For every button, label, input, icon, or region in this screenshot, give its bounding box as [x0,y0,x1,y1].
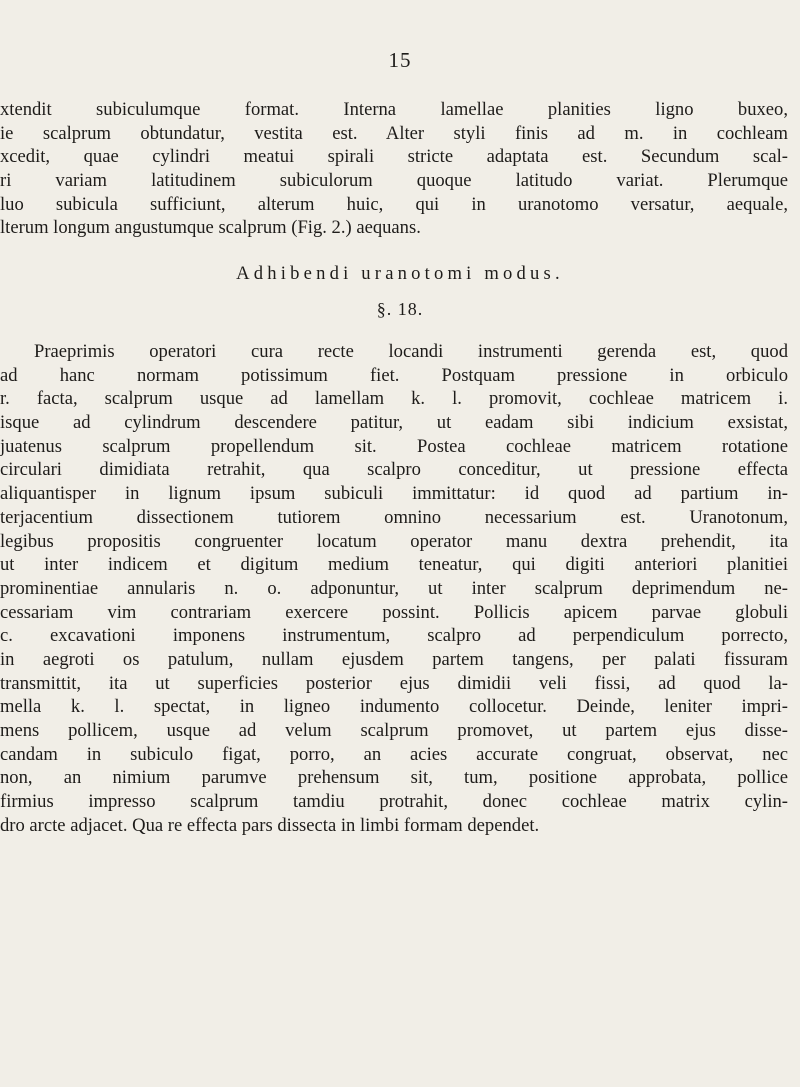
text-line: xtendit subiculumque format. Interna lamellae planities ligno buxeo, [0,99,788,120]
text-line: isque ad cylindrum descendere patitur, ut eadam sibi indicium exsistat, [0,412,788,434]
section-number: §. 18. [376,299,424,319]
text-line: transmittit, ita ut superficies posterior ejus dimidii veli fissi, ad quod la- [0,672,788,694]
text-line: mella k. l. spectat, in ligneo indumento collocetur. Deinde, leniter impri- [0,696,788,718]
text-line: lterum longum angustumque scalprum (Fig. 2.) aequans. [0,217,421,239]
text-line: ad hanc normam potissimum fiet. Postquam pressione in orbiculo [0,364,788,386]
text-line: aliquantisper in lignum ipsum subiculi immittatur: id quod ad partium in- [0,483,788,505]
text-line: legibus propositis congruenter locatum operator manu dextra prehendit, ita [0,530,788,552]
paragraph-section-18 [0,340,788,837]
text-line: mens pollicem, usque ad velum scalprum promovet, ut partem ejus disse- [0,720,788,741]
text-line: juatenus scalprum propellendum sit. Postea cochleae matricem rotatione [0,435,788,457]
text-line: Praeprimis operatori cura recte locandi instrumenti gerenda est, quod [34,341,788,362]
text-line: xcedit, quae cylindri meatui spirali stricte adaptata est. Secundum scal- [0,146,788,168]
text-line: dro arcte adjacet. Qua re effecta pars dissecta in limbi formam dependet. [0,814,540,836]
text-line: ri variam latitudinem subiculorum quoque latitudo variat. Plerumque [0,170,788,192]
text-line: in aegroti os patulum, nullam ejusdem partem tangens, per palati fissuram [0,648,788,670]
text-line: r. facta, scalprum usque ad lamellam k. l. promovit, cochleae matricem i. [0,388,788,410]
text-line: firmius impresso scalprum tamdiu protrahit, donec cochleae matrix cylin- [0,791,788,813]
text-line: circulari dimidiata retrahit, qua scalpro conceditur, ut pressione effecta [0,459,788,481]
paragraph-continued [0,98,788,240]
text-line: cessariam vim contrariam exercere possint. Pollicis apicem parvae globuli [0,601,788,623]
text-line: luo subicula sufficiunt, alterum huic, qui in uranotomo versatur, aequale, [0,193,788,215]
text-line: terjacentium dissectionem tutiorem omnino necessarium est. Uranotonum, [0,506,788,528]
text-line: ut inter indicem et digitum medium teneatur, qui digiti anteriori planitiei [0,554,788,576]
text-line: ie scalprum obtundatur, vestita est. Alter styli finis ad m. in cochleam [0,122,788,144]
text-line: candam in subiculo figat, porro, an acies accurate congruat, observat, nec [0,743,788,765]
text-line: c. excavationi imponens instrumentum, scalpro ad perpendiculum porrecto, [0,625,788,647]
section-heading: Adhibendi uranotomi modus. [236,263,564,284]
page-number: 15 [388,48,412,72]
text-line: non, an nimium parumve prehensum sit, tum, positione approbata, pollice [0,767,788,789]
text-line: prominentiae annularis n. o. adponuntur, ut inter scalprum deprimendum ne- [0,577,788,599]
